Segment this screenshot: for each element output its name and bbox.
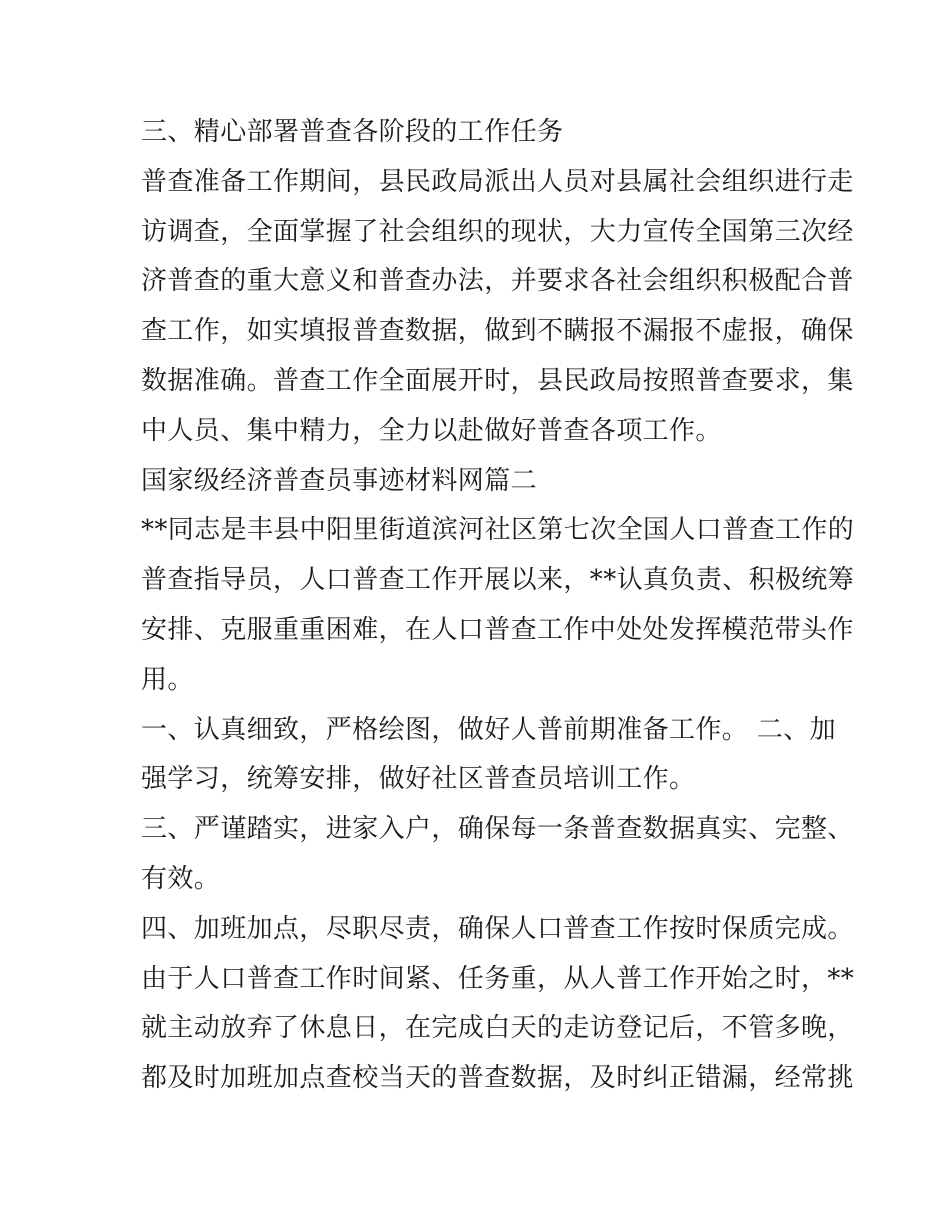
section-heading-3: 三、精心部署普查各阶段的工作任务 [141,117,564,147]
paragraph-line: 普查指导员，人口普查工作开展以来，**认真负责、积极统筹 [141,565,855,596]
paragraph-line: 普查准备工作期间，县民政局派出人员对县属社会组织进行走 [141,166,854,197]
document-body [141,108,855,1104]
list-item-1-2: 一、认真细致，严格绘图，做好人普前期准备工作。 二、加 [141,714,837,745]
paragraph-line: 访调查，全面掌握了社会组织的现状，大力宣传全国第三次经 [141,216,854,247]
article-title: 国家级经济普查员事迹材料网篇二 [141,465,538,496]
paragraph-line: 查工作，如实填报普查数据，做到不瞒报不漏报不虚报，确保 [141,316,854,347]
paragraph-line: **同志是丰县中阳里街道滨河社区第七次全国人口普查工作的 [141,515,855,546]
paragraph-line: 强学习，统筹安排，做好社区普查员培训工作。 [141,764,696,795]
paragraph-line: 有效。 [141,863,221,894]
paragraph-line: 中人员、集中精力，全力以赴做好普查各项工作。 [141,415,722,446]
paragraph-line: 就主动放弃了休息日，在完成白天的走访登记后，不管多晚， [141,1013,854,1044]
paragraph-line: 用。 [141,664,194,695]
paragraph-line: 济普查的重大意义和普查办法，并要求各社会组织积极配合普 [141,266,854,297]
list-item-4: 四、加班加点，尽职尽责，确保人口普查工作按时保质完成。 [141,913,854,944]
paragraph-line: 都及时加班加点查校当天的普查数据，及时纠正错漏，经常挑 [141,1063,854,1094]
list-item-3: 三、严谨踏实，进家入户，确保每一条普查数据真实、完整、 [141,814,854,845]
paragraph-line: 由于人口普查工作时间紧、任务重，从人普工作开始之时，** [141,963,855,994]
paragraph-line: 安排、克服重重困难，在人口普查工作中处处发挥模范带头作 [141,614,854,645]
paragraph-line: 数据准确。普查工作全面展开时，县民政局按照普查要求，集 [141,365,854,396]
